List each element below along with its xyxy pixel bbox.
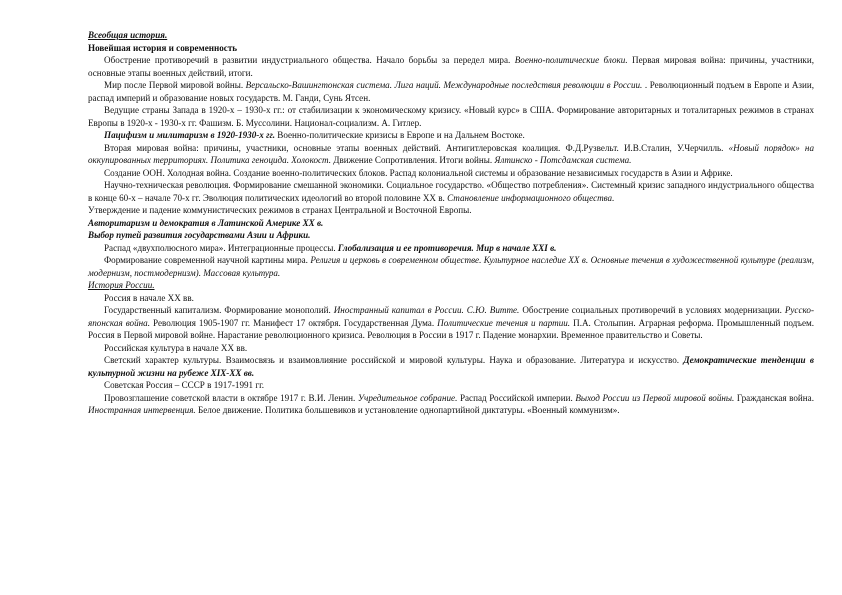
- text-run: Распад Российской империи.: [457, 392, 576, 403]
- text-run: Формирование современной научной картины мира.: [104, 255, 311, 265]
- paragraph: [88, 392, 814, 417]
- text-run: Революция 1905-1907 гг. Манифест 17 октября. Государственная Дума.: [149, 317, 438, 328]
- text-run: Выход России из Первой мировой войны.: [575, 392, 735, 403]
- text-run: Новейшая история и современность: [88, 42, 238, 53]
- text-run: Ведущие страны Запада в 1920-х – 1930-х гг.: от стабилизации к экономическому кризису. «Новый курс» в США. Формирование авторитарных и тоталитарных режимов в странах Европы в 1920-х - 1930-х гг. Фашизм. Б. Муссолини. Национал-социализм. А. Гитлер.: [88, 105, 814, 128]
- text-run: Всеобщая история.: [88, 30, 168, 40]
- paragraph: [88, 29, 814, 42]
- text-run: Военно-политические кризисы в Европе и на Дальнем Востоке.: [274, 130, 525, 140]
- text-run: П.А. Столыпин. Аграрная реформа. Промышленный подъем. Россия в Первой мировой войне. Нарастание революционного кризиса. Революция в России в 1917 г. Падение монархии. Временное правительство и Советы.: [88, 317, 815, 340]
- paragraph: [88, 142, 814, 167]
- text-run: Становление информационного общества.: [447, 192, 615, 203]
- paragraph: [88, 379, 814, 392]
- text-run: Движение Сопротивления. Итоги войны.: [331, 155, 495, 165]
- paragraph: [88, 304, 814, 342]
- paragraph: [88, 354, 814, 379]
- text-run: Распад «двухполюсного мира». Интеграционные процессы.: [104, 242, 338, 253]
- text-run: Пацифизм и милитаризм в 1920-1930-х гг.: [104, 130, 275, 140]
- text-run: . Революционный подъем в Европе и Азии, распад империй и образование новых государств. М. Ганди, Сунь Ятсен.: [88, 80, 815, 103]
- text-run: Иностранный капитал в России. С.Ю. Витте.: [333, 305, 520, 315]
- text-run: Научно-техническая революция. Формирование смешанной экономики. Социальное государство. «Общество потребления». Системный кризис западного индустриального общества в конце 60-х – начале 70-х гг. Эволюция политических идеологий во второй половине XX в.: [88, 180, 814, 203]
- paragraph: [88, 179, 814, 204]
- text-run: Русско-японская война.: [88, 305, 814, 328]
- paragraph: [88, 104, 814, 129]
- paragraph: [88, 242, 814, 255]
- text-run: Политические течения и партии.: [437, 317, 571, 328]
- text-run: Россия в начале XX вв.: [104, 292, 194, 303]
- text-run: Государственный капитализм. Формирование монополий.: [104, 305, 334, 315]
- text-run: Обострение противоречий в развитии индустриального общества. Начало борьбы за передел мира.: [104, 55, 515, 65]
- text-run: Выбор путей развития государствами Азии и Африки.: [88, 230, 311, 240]
- paragraph: [88, 79, 814, 104]
- text-run: Светский характер культуры. Взаимосвязь и взаимовлияние российской и мировой культуры. Наука и образование. Литература и искусство.: [104, 355, 684, 365]
- text-run: Иностранная интервенция.: [88, 405, 196, 415]
- paragraph: [88, 342, 814, 355]
- paragraph: [88, 217, 814, 230]
- text-run: Белое движение. Политика большевиков и установление однопартийной диктатуры. «Военный коммунизм».: [195, 405, 620, 415]
- text-run: «Новый порядок» на оккупированных территориях. Политика геноцида. Холокост.: [88, 142, 814, 165]
- text-run: Авторитаризм и демократия в Латинской Америке XX в.: [88, 217, 324, 228]
- text-run: Обострение социальных противоречий в условиях модернизации.: [519, 305, 785, 315]
- text-run: Российская культура в начале XX вв.: [104, 342, 248, 353]
- text-run: Версальско-Вашингтонская система. Лига наций. Международные последствия революции в России.: [245, 80, 643, 90]
- text-run: Создание ООН. Холодная война. Создание военно-политических блоков. Распад колониальной системы и образование независимых государств в Азии и Африке.: [104, 167, 733, 178]
- text-run: Религия и церковь в современном обществе. Культурное наследие XX в. Основные течения в художественной культуре (реализм, модернизм, постмодернизм). Массовая культура.: [88, 255, 814, 278]
- paragraph: [88, 292, 814, 305]
- text-run: Гражданская война.: [734, 392, 814, 403]
- text-run: Советская Россия – СССР в 1917-1991 гг.: [104, 380, 265, 390]
- text-run: Вторая мировая война: причины, участники, основные этапы военных действий. Антигитлеровская коалиция. Ф.Д.Рузвельт. И.В.Сталин, У.Черчилль.: [104, 142, 729, 153]
- paragraph: [88, 229, 814, 242]
- paragraph: [88, 279, 814, 292]
- paragraph: [88, 167, 814, 180]
- text-run: Утверждение и падение коммунистических режимов в странах Центральной и Восточной Европы.: [88, 205, 472, 215]
- text-run: Глобализация и ее противоречия. Мир в начале XXI в.: [337, 242, 557, 253]
- paragraph: [88, 204, 814, 217]
- paragraph: [88, 129, 814, 142]
- text-run: Провозглашение советской власти в октябре 1917 г. В.И. Ленин.: [104, 392, 358, 403]
- paragraph: [88, 54, 814, 79]
- document-body: [88, 29, 814, 417]
- paragraph: [88, 42, 814, 55]
- text-run: Мир после Первой мировой войны.: [104, 80, 246, 90]
- text-run: Военно-политические блоки.: [514, 55, 628, 65]
- text-run: Учредительное собрание.: [357, 392, 458, 403]
- text-run: История России.: [88, 280, 155, 290]
- text-run: Первая мировая война: причины, участники, основные этапы военных действий, итоги.: [88, 55, 814, 78]
- paragraph: [88, 254, 814, 279]
- text-run: Ялтинско - Потсдамская система.: [494, 155, 632, 165]
- text-run: Демократические тенденции в культурной жизни на рубеже XIX-XX вв.: [88, 355, 814, 378]
